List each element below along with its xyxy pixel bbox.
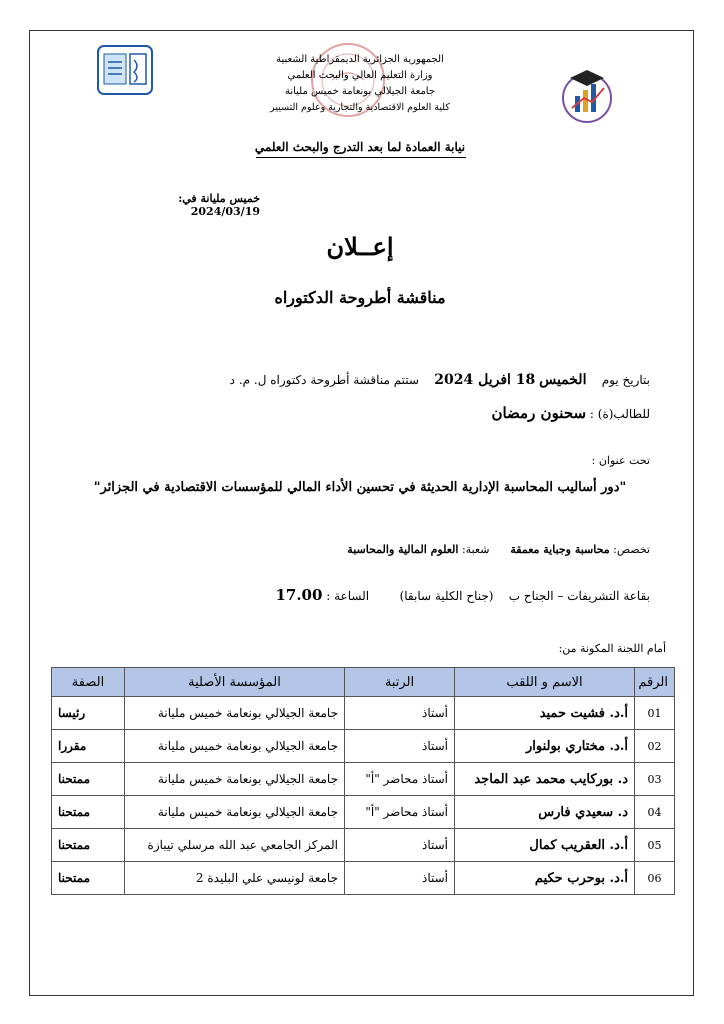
table-row [52, 862, 675, 895]
cell-num: 05 [635, 829, 675, 862]
time-label: الساعة : [326, 589, 370, 603]
cell-institution: جامعة الجيلالي بونعامة خميس مليانة [125, 796, 345, 829]
cell-rank: أستاذ [345, 862, 455, 895]
cell-name: أ.د. بوحرب حكيم [455, 862, 635, 895]
committee-intro: أمام اللجنة المكونة من: [558, 642, 666, 655]
place-date-label: خميس مليانة في: [178, 192, 260, 205]
header-name: الاسم و اللقب [455, 668, 635, 697]
place-date [120, 192, 260, 218]
cell-role: ممتحنا [52, 862, 125, 895]
ministry-line: وزارة التعليم العالي والبحث العلمي [287, 70, 433, 81]
page-subtitle: مناقشة أطروحة الدكتوراه [274, 288, 446, 307]
cell-role: ممتحنا [52, 796, 125, 829]
cell-name: أ.د. فشيت حميد [455, 697, 635, 730]
branch-value: العلوم المالية والمحاسبة [347, 543, 459, 556]
table-row [52, 697, 675, 730]
cell-role: رئيسا [52, 697, 125, 730]
header-num: الرقم [635, 668, 675, 697]
topic-label: تحت عنوان : [591, 454, 650, 467]
page-title: إعــلان [326, 232, 394, 261]
specialty-label: تخصص: [613, 543, 650, 556]
student-name: سحنون رمضان [491, 404, 587, 422]
thesis-topic: "دور أساليب المحاسبة الإدارية الحديثة في تحسين الأداء المالي للمؤسسات الاقتصادية في الجزائر" [93, 480, 627, 495]
header-role: الصفة [52, 668, 125, 697]
cell-rank: أستاذ [345, 730, 455, 763]
header-institution: المؤسسة الأصلية [125, 668, 345, 697]
university-logo [92, 40, 158, 102]
cell-role: مقررا [52, 730, 125, 763]
time-value: 17.00 [275, 586, 323, 604]
day-name: الخميس [539, 372, 587, 388]
cell-num: 04 [635, 796, 675, 829]
university-line: جامعة الجيلالي بونعامة خميس مليانة [284, 86, 436, 97]
cell-rank: أستاذ محاضر "أ" [345, 796, 455, 829]
committee-table [51, 667, 675, 895]
specialty-value: محاسبة وجباية معمقة [510, 543, 610, 556]
table-row [52, 829, 675, 862]
cell-institution: جامعة الجيلالي بونعامة خميس مليانة [125, 763, 345, 796]
place-date-value: 2024/03/19 [190, 205, 260, 218]
cell-institution: جامعة الجيلالي بونعامة خميس مليانة [125, 730, 345, 763]
cell-rank: أستاذ [345, 697, 455, 730]
cell-institution: المركز الجامعي عبد الله مرسلي تيبازة [125, 829, 345, 862]
cell-num: 02 [635, 730, 675, 763]
table-header-row [52, 668, 675, 697]
cell-name: أ.د. العقريب كمال [455, 829, 635, 862]
cell-num: 06 [635, 862, 675, 895]
header-underline [256, 157, 466, 158]
table-row [52, 730, 675, 763]
cell-rank: أستاذ محاضر "أ" [345, 763, 455, 796]
republic-line: الجمهورية الجزائرية الديمقراطية الشعبية [276, 54, 444, 65]
date-line [180, 372, 650, 388]
cell-num: 03 [635, 763, 675, 796]
date-value: 18 افريل 2024 [434, 372, 536, 388]
cell-role: ممتحنا [52, 763, 125, 796]
cell-role: ممتحنا [52, 829, 125, 862]
table-row [52, 763, 675, 796]
location: بقاعة التشريفات – الجناح ب [508, 589, 650, 603]
cell-name: د. سعيدي فارس [455, 796, 635, 829]
cell-rank: أستاذ [345, 829, 455, 862]
location-line [140, 586, 650, 604]
header-rank: الرتبة [345, 668, 455, 697]
location-note: (جناح الكلية سابقا) [399, 589, 494, 603]
date-suffix: ستتم مناقشة أطروحة دكتوراه ل. م. د [229, 373, 419, 387]
header-block [230, 54, 490, 144]
faculty-line: كلية العلوم الاقتصادية والتجارية وعلوم التسيير [270, 102, 450, 113]
cell-name: أ.د. مختاري بولنوار [455, 730, 635, 763]
cell-num: 01 [635, 697, 675, 730]
deanery-line: نيابة العمادة لما بعد التدرج والبحث العلمي [254, 140, 466, 154]
cell-name: د. بوركايب محمد عبد الماجد [455, 763, 635, 796]
cell-institution: جامعة لونيسي علي البليدة 2 [125, 862, 345, 895]
student-label: للطالب(ة) : [589, 407, 650, 421]
specialty-line [260, 543, 650, 556]
faculty-logo [558, 62, 616, 128]
date-prefix: بتاريخ يوم [601, 373, 650, 387]
student-line [380, 404, 650, 422]
table-row [52, 796, 675, 829]
branch-label: شعبة: [461, 543, 490, 556]
cell-institution: جامعة الجيلالي بونعامة خميس مليانة [125, 697, 345, 730]
